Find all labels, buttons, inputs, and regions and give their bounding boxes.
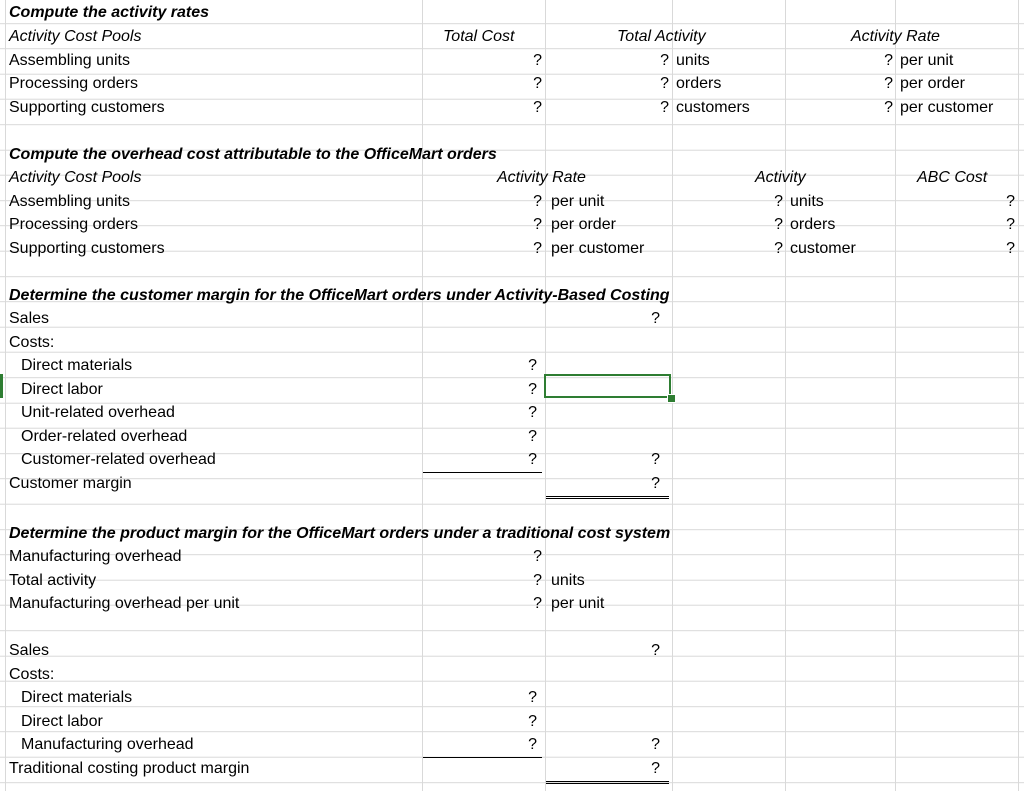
section-title-row[interactable]	[0, 284, 1024, 308]
table-row[interactable]	[0, 569, 1024, 593]
table-row[interactable]	[0, 592, 1024, 616]
col-header-total-cost: Total Cost	[443, 28, 515, 45]
activity-unit-cell[interactable]: units	[790, 193, 824, 210]
selected-cell[interactable]	[544, 374, 671, 398]
margin-label: Customer margin	[9, 475, 132, 492]
pool-label: Supporting customers	[9, 99, 165, 116]
table-row[interactable]	[0, 545, 1024, 569]
rate-cell[interactable]: ?	[533, 240, 542, 257]
cost-item-label: Unit-related overhead	[21, 404, 175, 421]
table-row[interactable]	[0, 72, 1024, 96]
total-activity-value[interactable]: ?	[533, 572, 542, 589]
cost-item-label: Direct labor	[21, 713, 103, 730]
table-row[interactable]	[0, 354, 1024, 378]
section-title-row[interactable]	[0, 522, 1024, 546]
costs-label: Costs:	[9, 334, 55, 351]
mfg-overhead-per-unit-label: Manufacturing overhead per unit	[9, 595, 240, 612]
rate-unit-cell[interactable]: per customer	[900, 99, 994, 116]
sales-value-cell[interactable]: ?	[651, 642, 660, 659]
total-activity-cell[interactable]: ?	[660, 99, 669, 116]
cost-item-label: Direct materials	[21, 689, 133, 706]
table-row[interactable]	[0, 425, 1024, 449]
rate-unit-cell[interactable]: per customer	[551, 240, 645, 257]
col-header-activity-rate: Activity Rate	[851, 28, 940, 45]
table-row[interactable]	[0, 401, 1024, 425]
costs-label: Costs:	[9, 666, 55, 683]
cost-item-label: Direct labor	[21, 381, 103, 398]
section-title-row[interactable]	[0, 1, 1024, 25]
pool-label: Processing orders	[9, 75, 138, 92]
col-header-total-activity: Total Activity	[617, 28, 706, 45]
cost-item-label: Customer-related overhead	[21, 451, 216, 468]
cost-item-value[interactable]: ?	[423, 448, 542, 473]
total-activity-label: Total activity	[9, 572, 97, 589]
margin-value-cell[interactable]: ?	[546, 472, 669, 499]
total-costs-cell[interactable]: ?	[651, 451, 660, 468]
table-row[interactable]	[0, 96, 1024, 120]
rate-unit-cell[interactable]: per order	[900, 75, 965, 92]
table-row[interactable]	[0, 639, 1024, 663]
activity-cell[interactable]: ?	[774, 216, 783, 233]
header-row[interactable]	[0, 166, 1024, 190]
table-row[interactable]	[0, 307, 1024, 331]
total-activity-cell[interactable]: ?	[660, 75, 669, 92]
cost-item-value[interactable]: ?	[528, 713, 537, 730]
cost-item-value[interactable]: ?	[528, 357, 537, 374]
rate-unit-cell[interactable]: per unit	[551, 193, 605, 210]
table-row[interactable]	[0, 378, 1024, 402]
table-row[interactable]	[0, 710, 1024, 734]
activity-cell[interactable]: ?	[774, 193, 783, 210]
cost-item-label: Order-related overhead	[21, 428, 188, 445]
table-row[interactable]	[0, 190, 1024, 214]
total-cost-cell[interactable]: ?	[533, 75, 542, 92]
pool-label: Processing orders	[9, 216, 138, 233]
section-title: Compute the overhead cost attributable to the OfficeMart orders	[9, 146, 497, 163]
cost-item-label: Direct materials	[21, 357, 133, 374]
cost-item-value[interactable]: ?	[528, 428, 537, 445]
col-header-activity-rate: Activity Rate	[497, 169, 586, 186]
total-cost-cell[interactable]: ?	[533, 99, 542, 116]
total-cost-cell[interactable]: ?	[533, 52, 542, 69]
cost-item-label: Manufacturing overhead	[21, 736, 194, 753]
cost-item-value[interactable]: ?	[528, 381, 537, 398]
total-costs-cell[interactable]: ?	[651, 736, 660, 753]
table-row[interactable]	[0, 237, 1024, 261]
table-row[interactable]	[0, 733, 1024, 757]
abc-cost-cell[interactable]: ?	[1006, 193, 1015, 210]
table-row[interactable]	[0, 49, 1024, 73]
cost-item-value[interactable]: ?	[528, 689, 537, 706]
rate-cell[interactable]: ?	[533, 216, 542, 233]
pool-label: Assembling units	[9, 52, 130, 69]
margin-value-cell[interactable]: ?	[546, 757, 669, 784]
total-activity-cell[interactable]: ?	[660, 52, 669, 69]
section-title: Compute the activity rates	[9, 4, 210, 21]
sales-label: Sales	[9, 310, 50, 327]
rate-cell[interactable]: ?	[884, 52, 893, 69]
table-row[interactable]	[0, 213, 1024, 237]
rate-cell[interactable]: ?	[884, 99, 893, 116]
section-title: Determine the customer margin for the OfficeMart orders under Activity-Based Costing	[9, 287, 670, 304]
table-row[interactable]	[0, 686, 1024, 710]
section-title-row[interactable]	[0, 143, 1024, 167]
table-row[interactable]	[0, 472, 1024, 496]
sales-value-cell[interactable]: ?	[651, 310, 660, 327]
rate-cell[interactable]: ?	[884, 75, 893, 92]
sales-label: Sales	[9, 642, 50, 659]
table-row[interactable]	[0, 331, 1024, 355]
mfg-overhead-value[interactable]: ?	[533, 548, 542, 565]
table-row[interactable]	[0, 757, 1024, 781]
mfg-overhead-per-unit-value[interactable]: ?	[533, 595, 542, 612]
active-row-marker	[0, 374, 3, 398]
total-activity-unit[interactable]: units	[551, 572, 585, 589]
pool-label: Supporting customers	[9, 240, 165, 257]
rate-cell[interactable]: ?	[533, 193, 542, 210]
header-row[interactable]	[0, 25, 1024, 49]
rate-unit-cell[interactable]: per unit	[900, 52, 954, 69]
mfg-overhead-per-unit-unit[interactable]: per unit	[551, 595, 605, 612]
cost-item-value[interactable]: ?	[423, 733, 542, 758]
section-title: Determine the product margin for the OfficeMart orders under a traditional cost system	[9, 525, 671, 542]
mfg-overhead-label: Manufacturing overhead	[9, 548, 182, 565]
col-header-activity: Activity	[755, 169, 806, 186]
activity-unit-cell[interactable]: customers	[676, 99, 750, 116]
abc-cost-cell[interactable]: ?	[1006, 216, 1015, 233]
activity-unit-cell[interactable]: units	[676, 52, 710, 69]
col-header-pools: Activity Cost Pools	[9, 28, 142, 45]
table-row[interactable]	[0, 448, 1024, 472]
margin-label: Traditional costing product margin	[9, 760, 250, 777]
fill-handle[interactable]	[667, 394, 676, 403]
table-row[interactable]	[0, 663, 1024, 687]
activity-unit-cell[interactable]: customer	[790, 240, 856, 257]
rate-unit-cell[interactable]: per order	[551, 216, 616, 233]
abc-cost-cell[interactable]: ?	[1006, 240, 1015, 257]
pool-label: Assembling units	[9, 193, 130, 210]
activity-unit-cell[interactable]: orders	[790, 216, 836, 233]
col-header-pools: Activity Cost Pools	[9, 169, 142, 186]
activity-unit-cell[interactable]: orders	[676, 75, 722, 92]
col-header-abc-cost: ABC Cost	[917, 169, 988, 186]
activity-cell[interactable]: ?	[774, 240, 783, 257]
cost-item-value[interactable]: ?	[528, 404, 537, 421]
